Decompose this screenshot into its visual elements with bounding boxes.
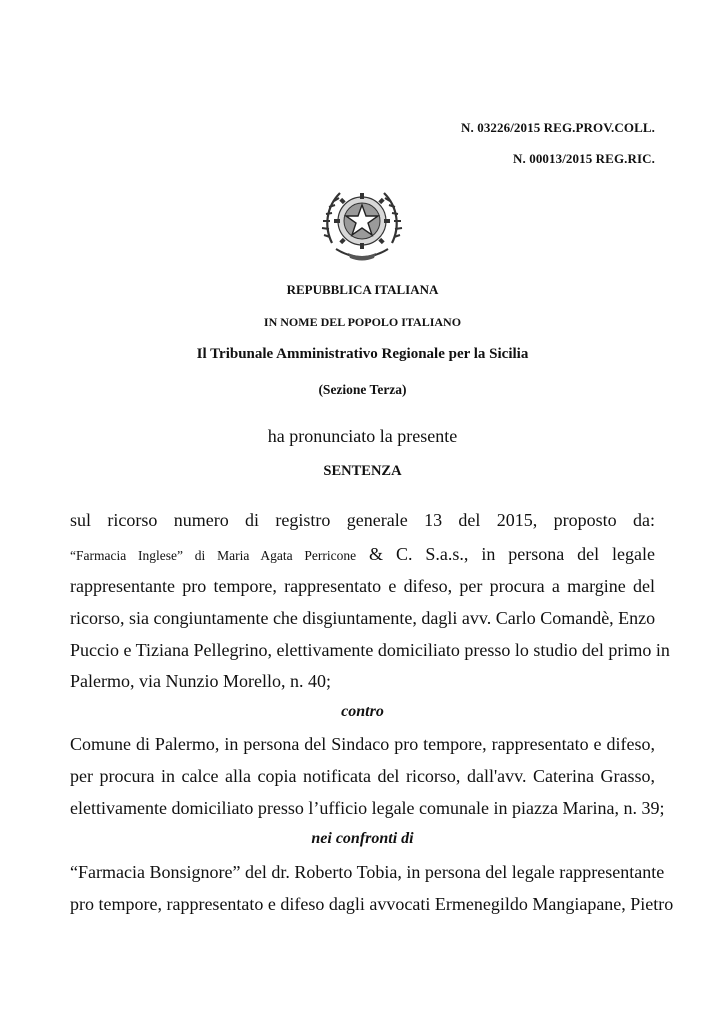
confronti-line-1: “Farmacia Bonsignore” del dr. Roberto Tobia, in persona del legale rappresentante [70, 862, 665, 882]
title-tribunale: Il Tribunale Amministrativo Regionale per la Sicilia [196, 346, 529, 362]
ricorso-applicant-name: “Farmacia Inglese” di Maria Agata Perricone [70, 548, 357, 563]
contro-line-3: elettivamente domiciliato presso l’ufficio legale comunale in piazza Marina, n. 39; [70, 798, 665, 818]
title-sezione: (Sezione Terza) [318, 382, 407, 397]
title-sentenza: SENTENZA [323, 463, 402, 479]
contro-line-1: Comune di Palermo, in persona del Sindaco pro tempore, rappresentato e difeso, [70, 734, 655, 754]
ricorso-line-2 [70, 545, 655, 563]
heading-nei-confronti: nei confronti di [311, 830, 414, 847]
ricorso-line-6: Palermo, via Nunzio Morello, n. 40; [70, 671, 331, 691]
title-republic: REPUBBLICA ITALIANA [286, 282, 439, 297]
italian-republic-emblem-icon [318, 179, 406, 267]
reference-reg-ric: N. 00013/2015 REG.RIC. [513, 151, 655, 166]
title-in-nome-popolo: IN NOME DEL POPOLO ITALIANO [263, 315, 462, 329]
reference-prov-coll: N. 03226/2015 REG.PROV.COLL. [461, 120, 655, 135]
confronti-line-2: pro tempore, rappresentato e difeso dagli avvocati Ermenegildo Mangiapane, Pietro [70, 894, 674, 914]
ricorso-applicant-rest: & C. S.a.s., in persona del legale [356, 544, 656, 564]
text-pronunciato: ha pronunciato la presente [267, 426, 458, 446]
ricorso-line-3: rappresentante pro tempore, rappresentato e difeso, per procura a margine del [70, 576, 655, 596]
contro-line-2: per procura in calce alla copia notificata del ricorso, dall'avv. Caterina Grasso, [70, 766, 655, 786]
ricorso-line-1: sul ricorso numero di registro generale 13 del 2015, proposto da: [70, 510, 655, 530]
ricorso-line-4: ricorso, sia congiuntamente che disgiuntamente, dagli avv. Carlo Comandè, Enzo [70, 608, 656, 628]
heading-contro: contro [341, 703, 384, 720]
ricorso-line-5: Puccio e Tiziana Pellegrino, elettivamente domiciliato presso lo studio del primo in [70, 640, 670, 660]
